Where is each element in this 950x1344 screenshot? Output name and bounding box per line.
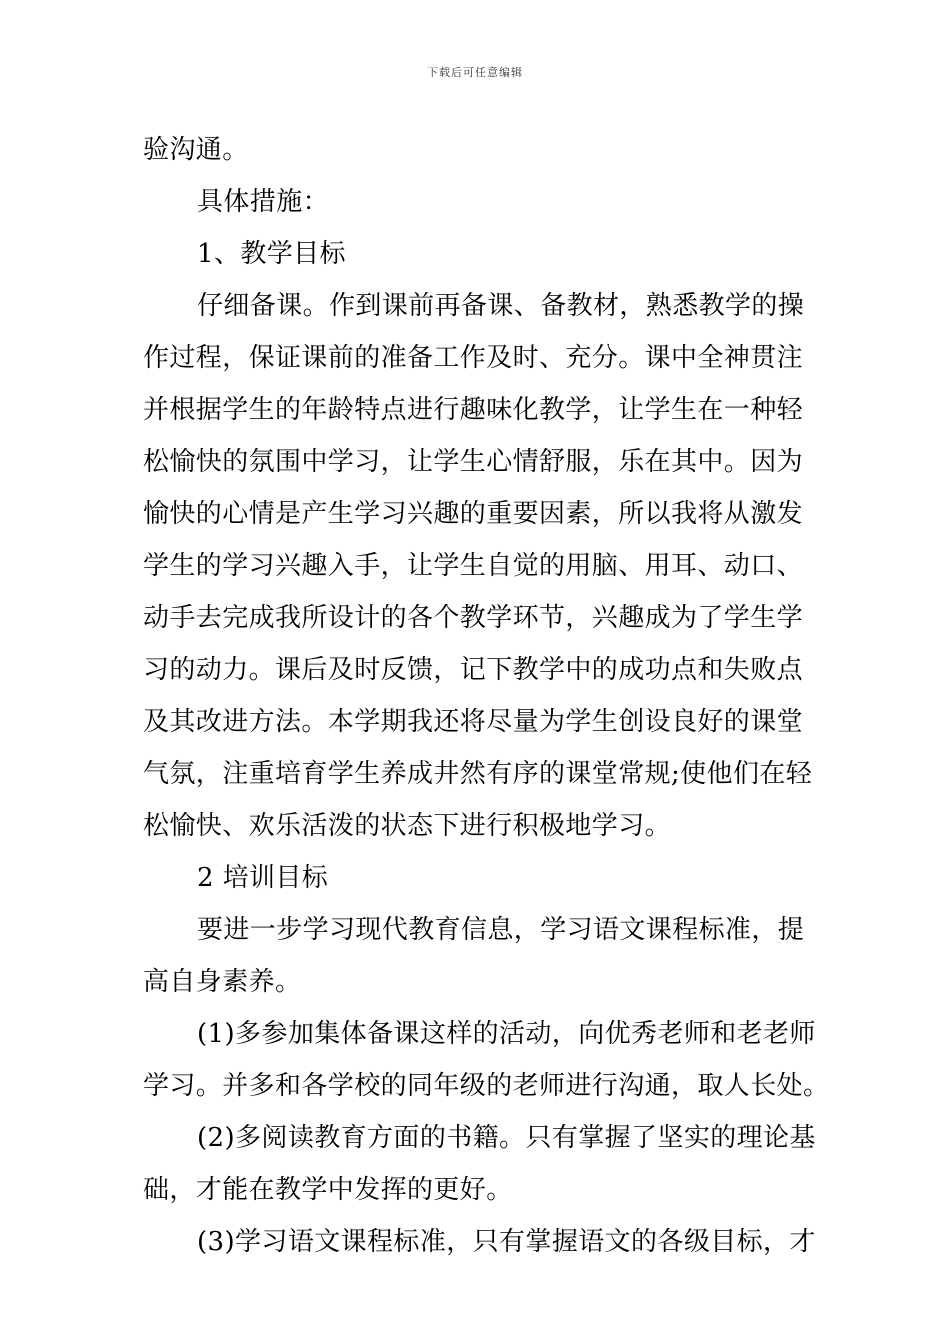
section-heading-teaching-goals: 1、教学目标 (197, 239, 346, 269)
paragraph-line: 作过程，保证课前的准备工作及时、充分。课中全神贯注 (143, 343, 804, 373)
list-item-line: (1)多参加集体备课这样的活动，向优秀老师和老老师 (197, 1019, 816, 1049)
section-label-measures: 具体措施： (197, 187, 330, 217)
list-item-line: (2)多阅读教育方面的书籍。只有掌握了坚实的理论基 (197, 1123, 816, 1153)
paragraph-line: 松愉快、欢乐活泼的状态下进行积极地学习。 (143, 811, 672, 841)
paragraph-line: 动手去完成我所设计的各个教学环节，兴趣成为了学生学 (143, 603, 804, 633)
list-item-line: 础，才能在教学中发挥的更好。 (143, 1175, 513, 1205)
paragraph-line: 学生的学习兴趣入手，让学生自觉的用脑、用耳、动口、 (143, 551, 804, 581)
section-heading-training-goals: 2 培训目标 (197, 863, 329, 893)
paragraph-line: 松愉快的氛围中学习，让学生心情舒服，乐在其中。因为 (143, 447, 804, 477)
paragraph-line: 高自身素养。 (143, 967, 302, 997)
list-item-line: (3)学习语文课程标准，只有掌握语文的各级目标，才 (197, 1227, 816, 1257)
paragraph-line: 仔细备课。作到课前再备课、备教材，熟悉教学的操 (197, 291, 805, 321)
page-header: 下载后可任意编辑 (427, 66, 523, 79)
paragraph-line: 习的动力。课后及时反馈，记下教学中的成功点和失败点 (143, 655, 804, 685)
paragraph-line: 及其改进方法。本学期我还将尽量为学生创设良好的课堂 (143, 707, 804, 737)
document-body (143, 124, 830, 1268)
list-item-line: 学习。并多和各学校的同年级的老师进行沟通，取人长处。 (143, 1071, 830, 1101)
paragraph-line: 气氛，注重培育学生养成井然有序的课堂常规;使他们在轻 (143, 759, 813, 789)
text-line-1: 验沟通。 (143, 135, 249, 165)
paragraph-line: 并根据学生的年龄特点进行趣味化教学，让学生在一种轻 (143, 395, 804, 425)
paragraph-line: 愉快的心情是产生学习兴趣的重要因素，所以我将从激发 (143, 499, 804, 529)
paragraph-line: 要进一步学习现代教育信息，学习语文课程标准，提 (197, 915, 805, 945)
